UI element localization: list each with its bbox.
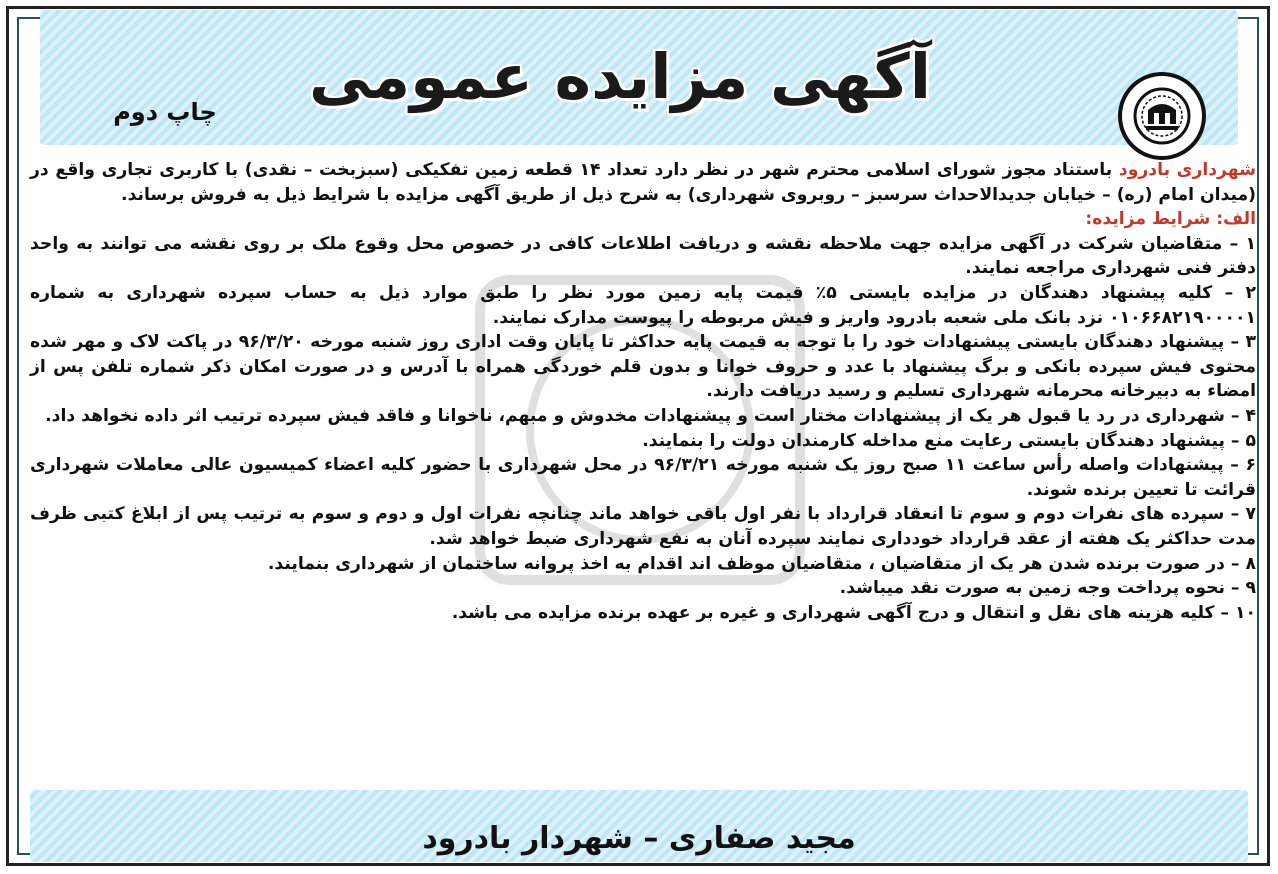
- municipality-emblem-icon: [1118, 72, 1206, 160]
- condition-item-2: ۲ – کلیه پیشنهاد دهندگان در مزایده بایستی ۵٪ قیمت پایه زمین مورد نظر را طبق موارد ذیل به حساب سپرده شهرداری به شماره ۰۱۰۶۶۸۲۱۹۰۰۰۰۱ نزد بانک ملی شعبه بادرود واریز و فیش مربوطه را پیوست مدارک نمایند.: [30, 282, 1256, 328]
- condition-item-4: ۴ – شهرداری در رد یا قبول هر یک از پیشنهادات مختار است و پیشنهادات مخدوش و مبهم، ناخوانا و فاقد فیش سپرده ترتیب اثر داده نخواهد داد.: [45, 405, 1256, 426]
- intro-paragraph: [30, 158, 1256, 207]
- condition-item-1: ۱ – متقاضیان شرکت در آگهی مزایده جهت ملاحظه نقشه و دریافت اطلاعات کافی در خصوص محل وقوع ملک بر روی نقشه می توانند به واحد دفتر فنی شهرداری مراجعه نمایند.: [30, 233, 1256, 279]
- condition-item-6: ۶ – پیشنهادات واصله رأس ساعت ۱۱ صبح روز یک شنبه مورخه ۹۶/۳/۲۱ در محل شهرداری با حضور کلیه اعضاء کمیسیون عالی معاملات شهرداری قرائت تا تعیین برنده شوند.: [30, 455, 1257, 500]
- org-name: شهرداری بادرود: [1118, 160, 1256, 180]
- condition-item-8: ۸ – در صورت برنده شدن هر یک از متقاضیان ، متقاضیان موظف اند اقدام به اخذ پروانه ساختمان از شهرداری بنمایند.: [267, 553, 1256, 574]
- mayor-signature: مجید صفاری – شهردار بادرود: [422, 821, 856, 856]
- notice-title: آگهی مزایده عمومی: [309, 40, 931, 113]
- condition-item-9: ۹ – نحوه پرداخت وجه زمین به صورت نقد میباشد.: [839, 578, 1256, 599]
- edition-label: چاپ دوم: [113, 98, 217, 126]
- condition-item-3: ۳ – پیشنهاد دهندگان بایستی پیشنهادات خود را با توجه به قیمت پایه حداکثر تا پایان وقت اداری روز شنبه مورخه ۹۶/۳/۲۰ در پاکت لاک و مهر شده محتوی فیش سپرده بانکی و برگ پیشنهاد با عدد و حروف خوانا و بدون قلم خوردگی همراه با آدرس و در صورت امکان ذکر شماره تلفن پس از امضاء به دبیرخانه محرمانه شهرداری تسلیم و رسید دریافت دارند.: [30, 332, 1257, 402]
- intro-text: باستناد مجوز شورای اسلامی محترم شهر در نظر دارد تعداد ۱۴ قطعه زمین تفکیکی (سبزبخت – نقدی) با کاربری تجاری واقع در (میدان امام (ره) – خیابان جدیدالاحداث سرسبز – روبروی شهرداری) به شرح ذیل از طریق آگهی مزایده با شرایط ذیل به فروش برساند.: [30, 160, 1256, 205]
- notice-body: [30, 158, 1256, 625]
- condition-item-7: ۷ – سپرده های نفرات دوم و سوم تا انعقاد قرارداد با نفر اول باقی خواهد ماند چنانچه نفرات اول و دوم و سوم به ترتیب پس از ابلاغ کتبی ظرف مدت حداکثر یک هفته از عقد قرارداد خودداری نمایند سپرده آنان به نفع شهرداری ضبط خواهد شد.: [30, 504, 1256, 549]
- condition-item-10: ۱۰ – کلیه هزینه های نقل و انتقال و درج آگهی شهرداری و غیره بر عهده برنده مزایده می باشد.: [451, 602, 1256, 623]
- conditions-heading: الف: شرایط مزایده:: [1085, 209, 1256, 230]
- condition-item-5: ۵ – پیشنهاد دهندگان بایستی رعایت منع مداخله کارمندان دولت را بنمایند.: [642, 430, 1256, 451]
